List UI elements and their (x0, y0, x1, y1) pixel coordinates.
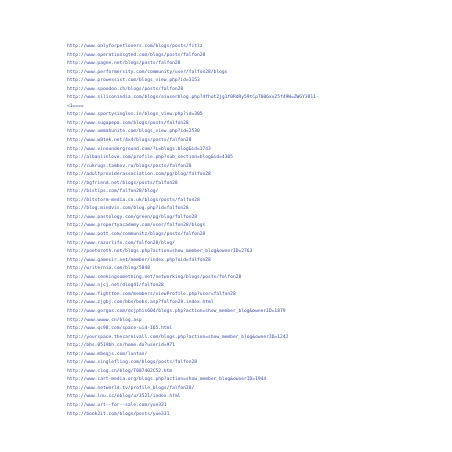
link-line[interactable]: http://www.performersity.com/community/user/falfon28/blogs (67, 69, 228, 75)
link-line[interactable]: http://www.sugapepa.com/blogs/posts/falfon28 (67, 120, 189, 126)
link-line[interactable]: http://www.njcj.net/dlog41/falfon28 (67, 283, 164, 289)
link-line[interactable]: http://yourspace.thecarnivall.com/blogs.php?action=show_member_blog&ownerID=1242 (67, 334, 289, 340)
link-line[interactable]: http://www.lnu.cc/oblog/u/3521/index.html (67, 394, 181, 400)
link-line[interactable]: http://www.clog.cn/blog/T007402C52.htm (67, 368, 173, 374)
link-line[interactable]: http://www.spoodoo.ch/blogs/posts/falfon28 (67, 86, 184, 92)
link-line[interactable]: http://bgfriend.net/blogs/posts/falfon28 (67, 180, 178, 186)
link-line[interactable]: http://book2it.com/blogs/posts/yue331 (67, 411, 170, 417)
link-line[interactable]: http://cukrugs.tambov.ru/blogs/posts/falfon28 (67, 163, 192, 169)
link-line[interactable]: http://poeteroth.net/blogs.php?action=show_member_blog&ownerID=2763 (67, 249, 253, 255)
link-line[interactable]: http://www.operationsgted.com/blogs/posts/falfon28 (67, 52, 206, 58)
link-line[interactable]: <1==== (67, 103, 84, 109)
link-line[interactable]: http://www.pagne.net/blogs/posts/falfon28 (67, 61, 181, 67)
link-line[interactable]: http://www.propertyacademy.com/user/falfon28/blogs (67, 223, 206, 229)
link-line[interactable]: http://www.w8tek.net/4x4/blogs/posts/falfon28 (67, 138, 192, 144)
link-line[interactable]: http://www.networld.tv/profile_blogs/falfon28/ (67, 385, 195, 391)
link-line[interactable]: http://albaniinlove.com/profile.php?sub_section=blog&id=4305 (67, 155, 233, 161)
link-line[interactable]: http://bistips.com/falfon28/blog/ (67, 189, 159, 195)
link-line[interactable]: http://www.pastology.com/green/pg/blog/falfon28 (67, 214, 197, 220)
link-line[interactable]: http://www.vinounderground.com/?L=blogs.blog&id=1743 (67, 146, 211, 152)
link-line[interactable]: http://www.siliconindia.com/blogs/aiuserblog.php?4fhot2jg1f0RdRy59tCp7606xx25f49W=ZWGY3811- (67, 95, 319, 101)
link-line[interactable]: http://www.wwww.cn/blog.asp (67, 317, 142, 323)
link-line[interactable]: http://www.cart-media.org/blogs.php?action=show_member_blog&ownerID=1944 (67, 377, 267, 383)
link-line[interactable]: http://www.sportysingles.in/blogs_view.php?id=305 (67, 112, 203, 118)
link-line[interactable]: http://www.zjgbj.com/bbs/bobs.asp?falfon28.index.html (67, 300, 214, 306)
link-line[interactable]: http://www.gamesir.net/member/index.php?uid=falfon28 (67, 257, 211, 263)
link-line[interactable]: http://www.onlyforpetlovers.com/blogs/posts/fitlz (67, 44, 203, 49)
link-line[interactable]: http://www.qc98.com/space-uid-165.html (67, 326, 173, 332)
link-line[interactable]: http://adultproviderassociation.com/pg/blog/falfon28 (67, 172, 211, 178)
link-line[interactable]: http://writernia.com/blog/5848 (67, 266, 150, 272)
link-line[interactable]: http://www.urt--for--sale.com/yue331 (67, 402, 167, 408)
link-line[interactable]: http://www.pott.com/communitz/blogs/posts/falfon28 (67, 232, 206, 238)
link-line[interactable]: http://bitstorm-media.co.uk/blogs/posts/falfon28 (67, 197, 200, 203)
link-line[interactable]: http://www.singlefling.com/blogs/posts/falfon28 (67, 360, 197, 366)
link-line[interactable]: http://www.razorlife.com/falfon28/blog/ (67, 240, 175, 246)
link-line[interactable]: http://www.fightton.com/members/viewProfile.php?user=falfon28 (67, 291, 236, 297)
link-line[interactable]: http://www.gorgas.com/dcjphis604/blogs.php?action=show_member_blog&ownerID=1879 (67, 308, 286, 314)
link-line[interactable]: http://blog.mindvis.com/blog.php?id=falfon28 (67, 206, 189, 212)
link-line[interactable]: http://bbs.0519bh.cn/home.do?userid=971 (67, 343, 175, 349)
link-line[interactable]: http://www.seekingsomething.net/networking/blogs/posts/falfon28 (67, 274, 242, 280)
link-line[interactable]: http://www.prowessist.com/blogs_view.php?id=3153 (67, 78, 200, 84)
link-line[interactable]: http://www.ummahunite.com/blogs_view.php?id=2530 (67, 129, 200, 135)
link-list (67, 43, 437, 419)
link-line[interactable]: http://www.mbeqjs.com/luntan/ (67, 351, 148, 357)
